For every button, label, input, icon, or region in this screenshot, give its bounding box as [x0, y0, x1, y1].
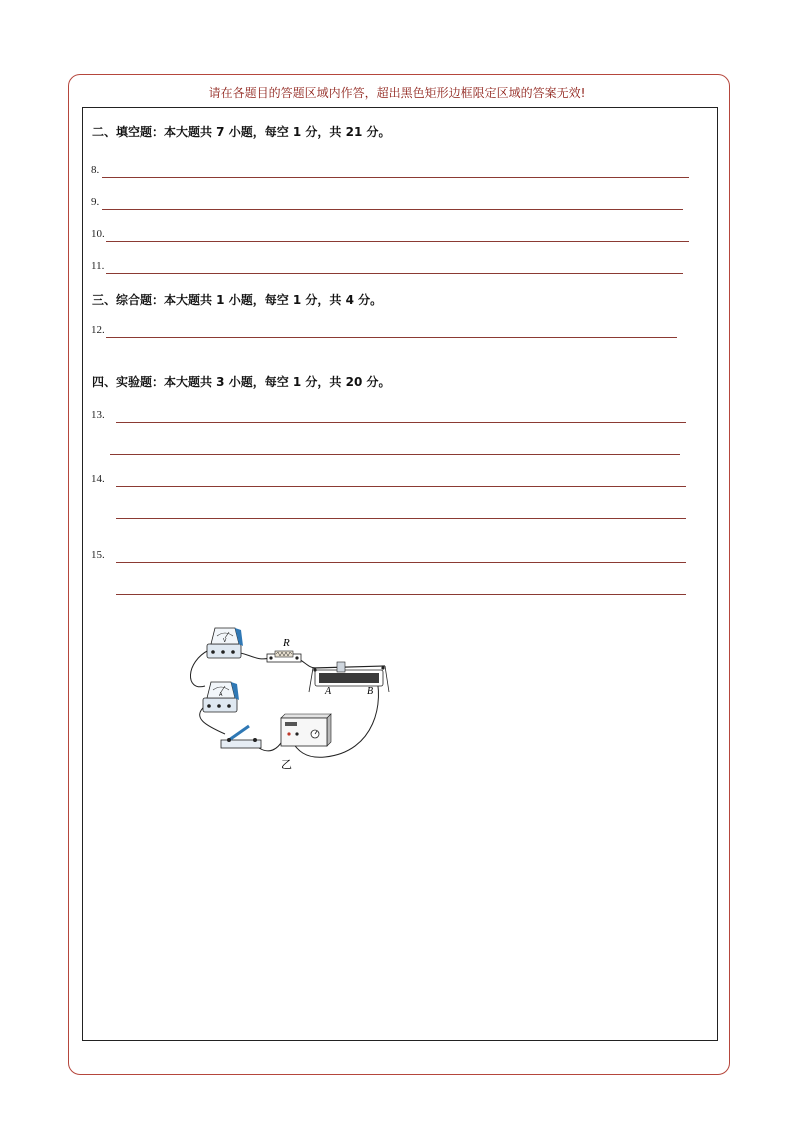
ammeter: [203, 682, 239, 712]
ammeter-letter: A: [219, 692, 223, 698]
section-experiment-heading: 四、实验题：本大题共 3 小题，每空 1 分，共 20 分。: [92, 375, 391, 389]
question-8-number: 8.: [91, 164, 100, 176]
wire: [259, 740, 283, 751]
resistor-label: R: [283, 637, 290, 649]
question-14-answer-line-1[interactable]: [116, 486, 686, 487]
question-15-number: 15.: [91, 549, 105, 561]
question-8-answer-line[interactable]: [102, 177, 689, 178]
question-13-number: 13.: [91, 409, 105, 421]
figure-caption: 乙: [281, 758, 292, 771]
circuit-diagram: [185, 622, 395, 774]
power-supply: [281, 714, 331, 746]
question-10-answer-line[interactable]: [106, 241, 689, 242]
question-10-number: 10.: [91, 228, 105, 240]
question-11-answer-line[interactable]: [106, 273, 683, 274]
question-15-answer-line-1[interactable]: [116, 562, 686, 563]
question-11-number: 11.: [91, 260, 105, 272]
answer-region-border: [82, 107, 718, 1041]
circuit-diagram-drawing: [185, 622, 395, 774]
question-14-answer-line-2[interactable]: [116, 518, 686, 519]
question-9-answer-line[interactable]: [102, 209, 683, 210]
question-13-answer-line-2[interactable]: [110, 454, 680, 455]
rheostat-point-a: A: [325, 686, 332, 697]
wire: [190, 650, 209, 687]
question-9-number: 9.: [91, 196, 100, 208]
section-fill-blank-heading: 二、填空题：本大题共 7 小题，每空 1 分，共 21 分。: [92, 125, 391, 139]
voltmeter-letter: V: [223, 638, 227, 644]
question-12-answer-line[interactable]: [106, 337, 677, 338]
rheostat-point-b: B: [367, 686, 374, 697]
question-15-answer-line-2[interactable]: [116, 594, 686, 595]
question-14-number: 14.: [91, 473, 105, 485]
question-12-number: 12.: [91, 324, 105, 336]
answer-region-warning: 请在各题目的答题区域内作答，超出黑色矩形边框限定区域的答案无效!: [208, 86, 586, 100]
sliding-rheostat: [309, 662, 389, 692]
resistor: [267, 651, 301, 662]
switch: [221, 726, 261, 748]
section-comprehensive-heading: 三、综合题：本大题共 1 小题，每空 1 分，共 4 分。: [92, 293, 383, 307]
voltmeter: [207, 628, 243, 658]
question-13-answer-line-1[interactable]: [116, 422, 686, 423]
